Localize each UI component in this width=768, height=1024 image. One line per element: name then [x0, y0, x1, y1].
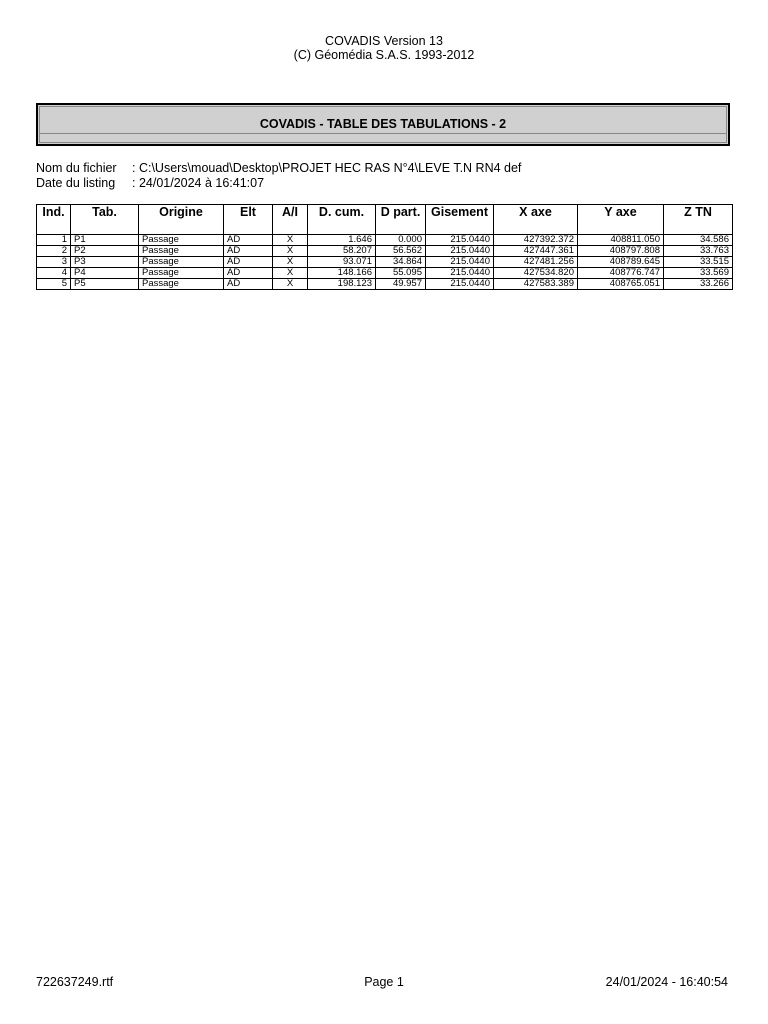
cell-d-part: 49.957 [376, 279, 426, 290]
cell-x-axe: 427534.820 [494, 268, 578, 279]
cell-ind: 5 [37, 279, 71, 290]
footer-page-number: Page 1 [364, 975, 404, 989]
document-header [0, 34, 768, 62]
table-row [37, 279, 733, 290]
cell-d-part: 0.000 [376, 235, 426, 246]
header-ind: Ind. [37, 205, 71, 235]
cell-origine: Passage [139, 235, 224, 246]
table-row [37, 235, 733, 246]
cell-ai: X [273, 279, 308, 290]
cell-elt: AD [224, 257, 273, 268]
file-value: : C:\Users\mouad\Desktop\PROJET HEC RAS N°4\LEVE T.N RN4 def [132, 161, 522, 175]
cell-tab: P5 [71, 279, 139, 290]
title-box-band [40, 133, 726, 134]
footer-filename: 722637249.rtf [36, 975, 114, 989]
cell-gisement: 215.0440 [426, 257, 494, 268]
cell-tab: P3 [71, 257, 139, 268]
header-x-axe: X axe [494, 205, 578, 235]
footer-timestamp: 24/01/2024 - 16:40:54 [605, 975, 728, 989]
cell-d-part: 34.864 [376, 257, 426, 268]
copyright-line: (C) Géomédia S.A.S. 1993-2012 [293, 48, 475, 62]
header-tab: Tab. [71, 205, 139, 235]
title-box [36, 103, 730, 146]
header-gisement: Gisement [426, 205, 494, 235]
cell-gisement: 215.0440 [426, 235, 494, 246]
cell-z-tn: 33.266 [664, 279, 733, 290]
cell-gisement: 215.0440 [426, 246, 494, 257]
header-elt: Elt [224, 205, 273, 235]
cell-z-tn: 33.569 [664, 268, 733, 279]
cell-ai: X [273, 246, 308, 257]
cell-x-axe: 427481.256 [494, 257, 578, 268]
cell-origine: Passage [139, 257, 224, 268]
header-z-tn: Z TN [664, 205, 733, 235]
header-ai: A/I [273, 205, 308, 235]
cell-y-axe: 408789.645 [578, 257, 664, 268]
file-label: Nom du fichier [36, 161, 117, 175]
cell-tab: P4 [71, 268, 139, 279]
cell-z-tn: 33.763 [664, 246, 733, 257]
cell-d-cum: 58.207 [308, 246, 376, 257]
cell-ind: 3 [37, 257, 71, 268]
table-header-row [37, 205, 733, 235]
header-origine: Origine [139, 205, 224, 235]
table-row [37, 246, 733, 257]
software-version: COVADIS Version 13 [325, 34, 443, 48]
date-value: : 24/01/2024 à 16:41:07 [132, 176, 265, 190]
cell-ai: X [273, 235, 308, 246]
cell-y-axe: 408776.747 [578, 268, 664, 279]
cell-d-cum: 148.166 [308, 268, 376, 279]
date-row [36, 176, 521, 191]
cell-elt: AD [224, 246, 273, 257]
cell-y-axe: 408797.808 [578, 246, 664, 257]
cell-ind: 2 [37, 246, 71, 257]
table-row [37, 257, 733, 268]
cell-gisement: 215.0440 [426, 279, 494, 290]
cell-x-axe: 427392.372 [494, 235, 578, 246]
cell-elt: AD [224, 235, 273, 246]
cell-ind: 4 [37, 268, 71, 279]
cell-d-cum: 1.646 [308, 235, 376, 246]
table-row [37, 268, 733, 279]
listing-meta [36, 161, 521, 191]
cell-y-axe: 408811.050 [578, 235, 664, 246]
cell-d-cum: 198.123 [308, 279, 376, 290]
tabulation-table [36, 204, 733, 290]
header-y-axe: Y axe [578, 205, 664, 235]
cell-x-axe: 427583.389 [494, 279, 578, 290]
header-d-part: D part. [376, 205, 426, 235]
cell-origine: Passage [139, 246, 224, 257]
cell-ai: X [273, 257, 308, 268]
cell-elt: AD [224, 279, 273, 290]
cell-tab: P1 [71, 235, 139, 246]
cell-ind: 1 [37, 235, 71, 246]
file-row [36, 161, 521, 176]
cell-origine: Passage [139, 279, 224, 290]
date-label: Date du listing [36, 176, 116, 190]
cell-tab: P2 [71, 246, 139, 257]
cell-gisement: 215.0440 [426, 268, 494, 279]
cell-ai: X [273, 268, 308, 279]
cell-y-axe: 408765.051 [578, 279, 664, 290]
cell-origine: Passage [139, 268, 224, 279]
cell-d-cum: 93.071 [308, 257, 376, 268]
cell-elt: AD [224, 268, 273, 279]
document-title: COVADIS - TABLE DES TABULATIONS - 2 [259, 117, 507, 131]
header-d-cum: D. cum. [308, 205, 376, 235]
cell-z-tn: 33.515 [664, 257, 733, 268]
cell-d-part: 56.562 [376, 246, 426, 257]
cell-d-part: 55.095 [376, 268, 426, 279]
cell-z-tn: 34.586 [664, 235, 733, 246]
cell-x-axe: 427447.361 [494, 246, 578, 257]
